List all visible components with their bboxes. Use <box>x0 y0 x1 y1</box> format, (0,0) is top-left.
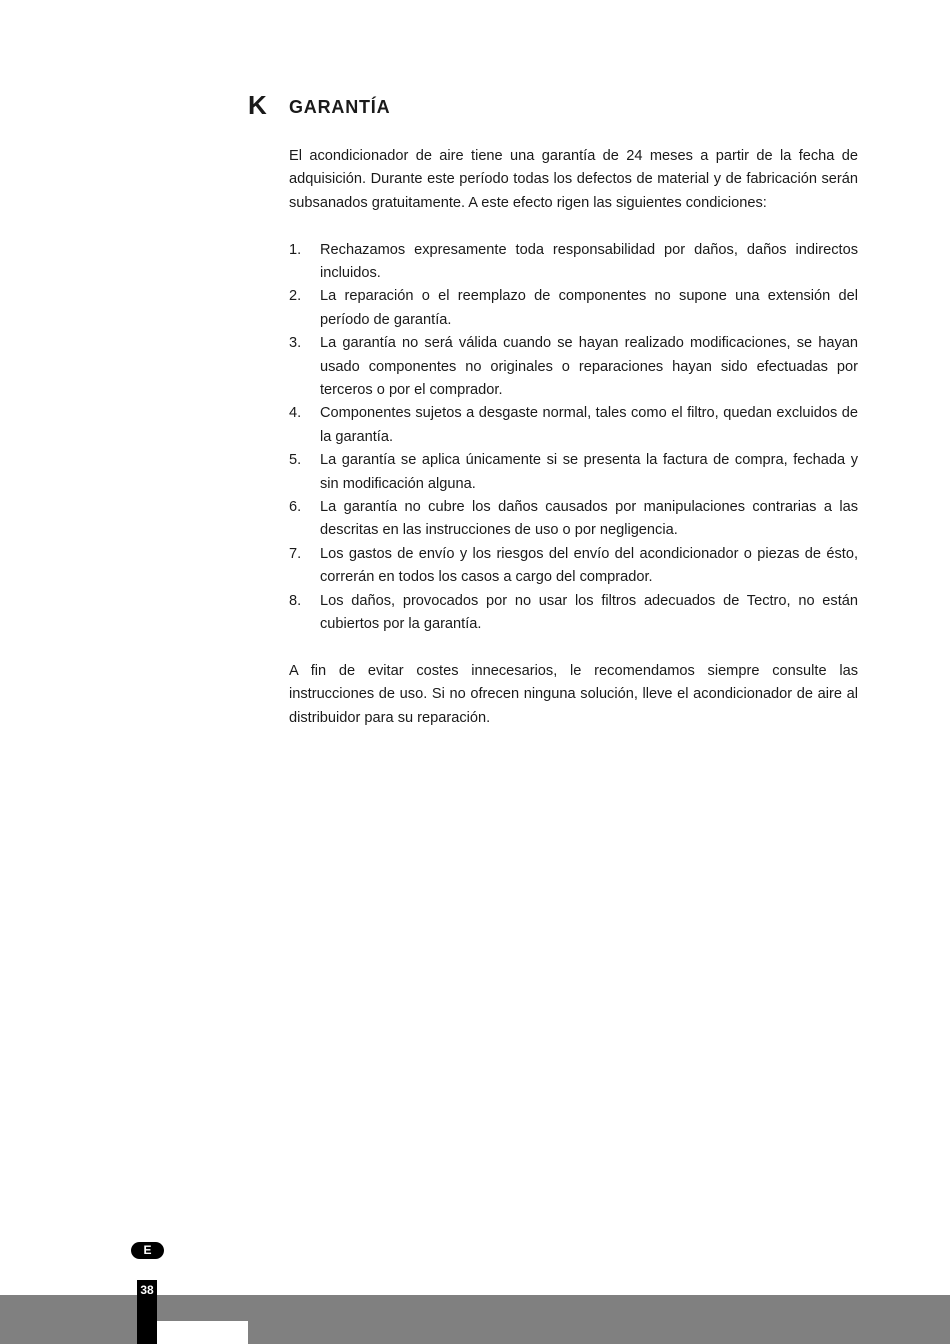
condition-number: 2. <box>289 288 302 305</box>
section-title: GARANTÍA <box>289 97 391 117</box>
condition-text: La garantía no cubre los daños causados por manipulaciones contrarias a las descritas en las instrucciones de uso o por negligencia. <box>320 499 858 539</box>
conditions-list <box>289 239 858 637</box>
condition-number: 6. <box>289 499 302 516</box>
closing-paragraph: A fin de evitar costes innecesarios, le recomendamos siempre consulte las instrucciones de uso. Si no ofrecen ninguna solución, lleve el acondicionador de aire al distribuidor para su reparación. <box>289 662 858 726</box>
condition-text: La garantía se aplica únicamente si se presenta la factura de compra, fechada y sin modificación alguna. <box>320 452 858 492</box>
condition-number: 1. <box>289 241 302 258</box>
condition-text: Los gastos de envío y los riesgos del envío del acondicionador o piezas de ésto, correrán en todos los casos a cargo del comprador. <box>320 545 858 586</box>
condition-text: Los daños, provocados por no usar los filtros adecuados de Tectro, no están cubiertos por la garantía. <box>320 592 858 633</box>
section-letter: K <box>248 90 267 120</box>
condition-text: Rechazamos expresamente toda responsabilidad por daños, daños indirectos incluidos. <box>320 241 858 282</box>
condition-text: La garantía no será válida cuando se hayan realizado modificaciones, se hayan usado componentes no originales o reparaciones hayan sido efectuadas por terceros o por el comprador. <box>320 335 858 399</box>
condition-item <box>289 285 858 332</box>
condition-item <box>289 543 858 590</box>
condition-text: Componentes sujetos a desgaste normal, tales como el filtro, quedan excluidos de la garantía. <box>320 405 858 445</box>
condition-number: 3. <box>289 335 302 352</box>
warranty-content <box>289 145 858 730</box>
condition-number: 5. <box>289 452 302 469</box>
condition-item <box>289 402 858 449</box>
condition-item <box>289 449 858 496</box>
page-number: 38 <box>140 1283 154 1297</box>
condition-item <box>289 496 858 543</box>
condition-item <box>289 590 858 637</box>
intro-paragraph: El acondicionador de aire tiene una garantía de 24 meses a partir de la fecha de adquisición. Durante este período todas los defectos de material y de fabricación serán subsanados gratuitamente. A este efecto rigen las siguientes condiciones: <box>289 148 858 211</box>
language-badge: E <box>131 1242 164 1259</box>
condition-item <box>289 332 858 402</box>
condition-number: 4. <box>289 405 302 422</box>
condition-number: 7. <box>289 545 302 562</box>
footer-white-block <box>157 1321 248 1344</box>
condition-text: La reparación o el reemplazo de componentes no supone una extensión del período de garantía. <box>320 288 858 328</box>
condition-item <box>289 239 858 286</box>
condition-number: 8. <box>289 592 302 609</box>
